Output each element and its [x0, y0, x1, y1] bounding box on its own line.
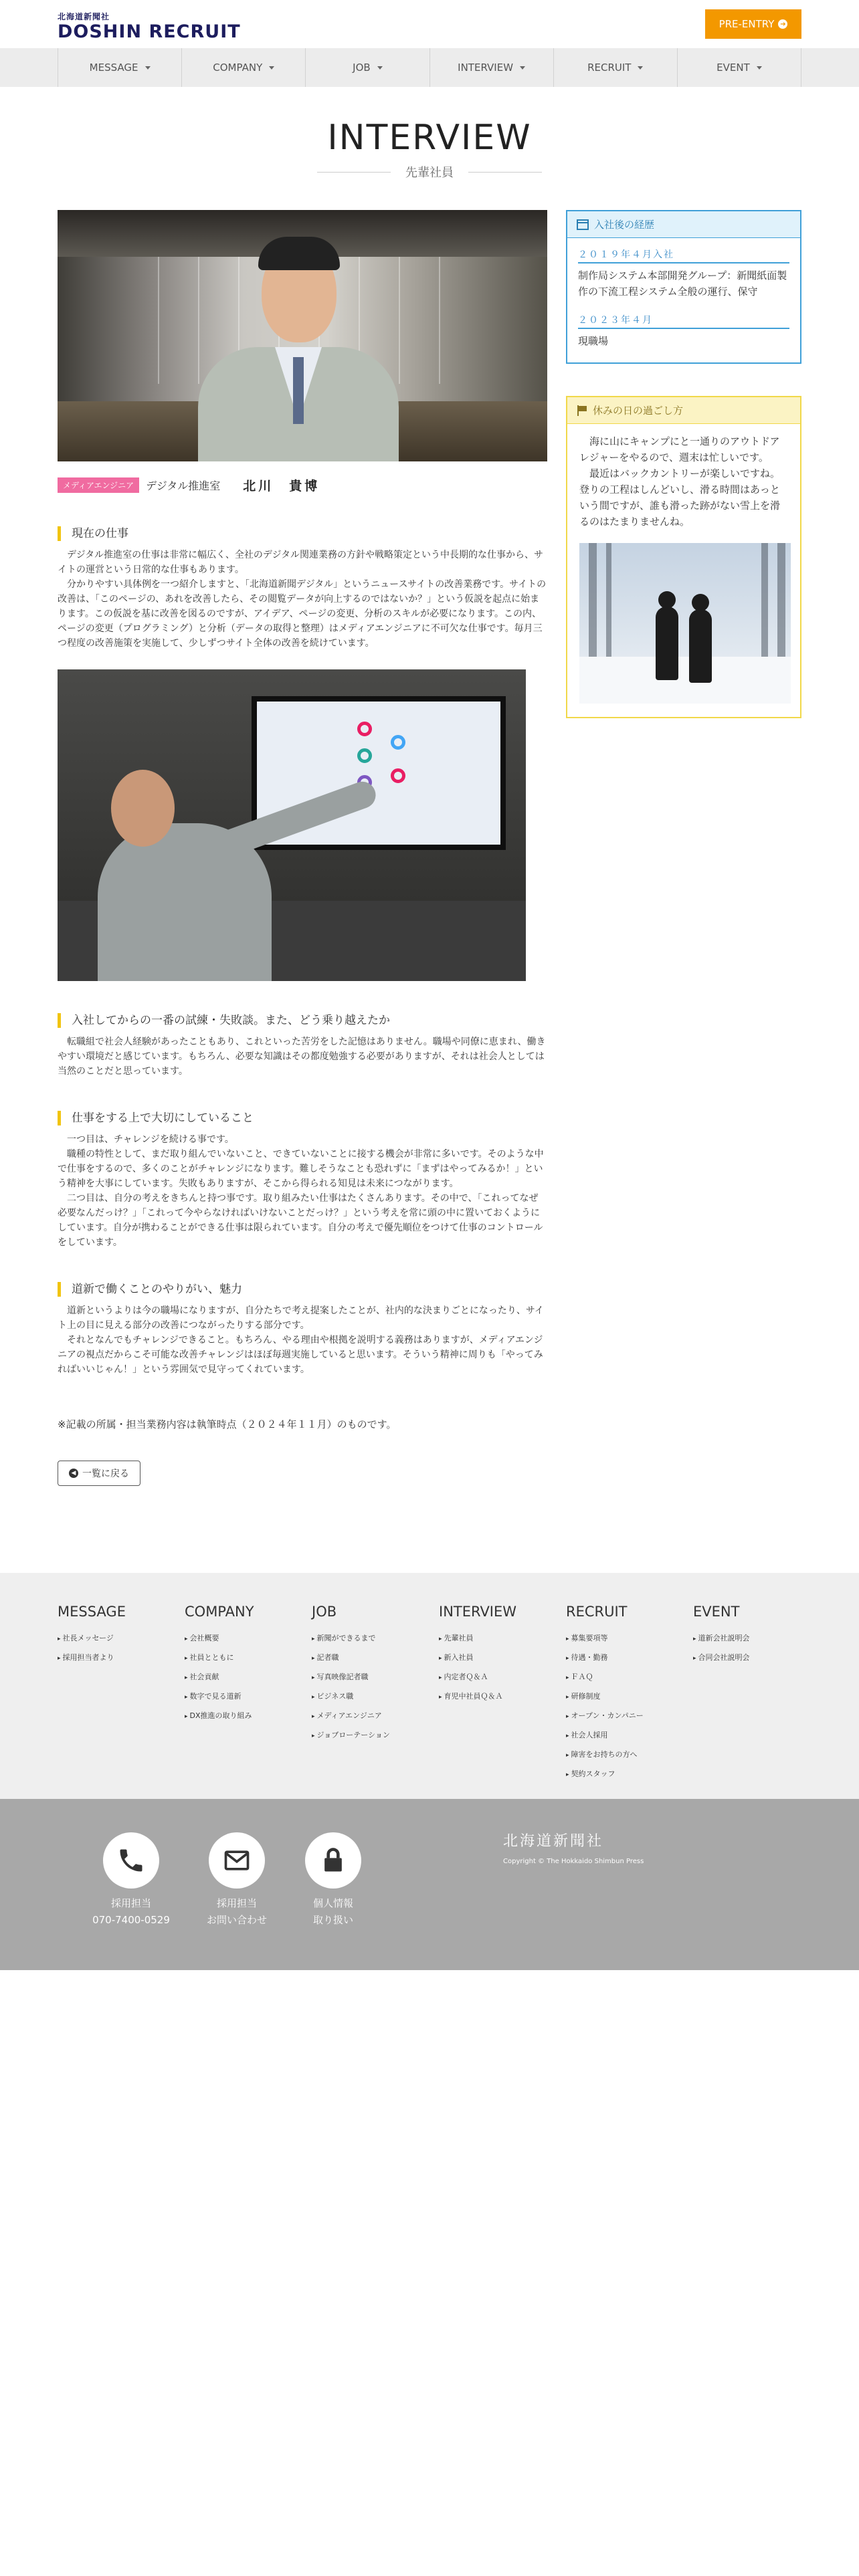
work-photo — [58, 669, 526, 981]
holiday-card — [566, 396, 801, 718]
contact-label: 採用担当 — [216, 1897, 257, 1909]
footer-col-title: COMPANY — [185, 1604, 254, 1620]
footer-col-job — [312, 1604, 432, 1745]
career-card — [566, 210, 801, 364]
phone-icon — [103, 1832, 159, 1889]
footer-contact-bar — [0, 1799, 859, 1970]
footer-col-company — [185, 1604, 305, 1726]
sidebar — [566, 210, 801, 718]
pre-entry-label: PRE-ENTRY — [719, 18, 775, 30]
footer-link[interactable]: ▸ 募集要項等 — [566, 1629, 686, 1648]
footer-link[interactable]: ▸ 社会貢献 — [185, 1668, 305, 1687]
divider — [317, 172, 391, 173]
footer-link[interactable]: ▸ 育児中社員Ｑ＆Ａ — [439, 1687, 559, 1707]
footer-col-title: JOB — [312, 1604, 337, 1620]
section-body: 道新というよりは今の職場になりますが、自分たちで考え提案したことが、社内的な決まりごとになったり、サイト上の目に見える部分の改善につながったりする部分です。 それとなんでもチャレンジできること。もちろん、やる理由や根拠を説明する義務はありますが、メディアエンジニアの視点だからこそ可能な改善チャレンジはほぼ毎週実施していると思います。そういう精神に周りも「やってみればいいじゃん！」という雰囲気で見守ってくれています。 — [58, 1305, 544, 1375]
footer-link[interactable]: ▸ 新聞ができるまで — [312, 1629, 432, 1648]
contact-detail: お問い合わせ — [206, 1914, 267, 1926]
career-desc: 制作局システム本部開発グループ：新聞紙面製作の下流工程システム全般の運行、保守 — [578, 270, 787, 298]
contact-inquiry[interactable] — [190, 1832, 284, 1929]
footer-col-message — [58, 1604, 178, 1668]
footer-col-event — [693, 1604, 814, 1668]
logo-subtitle: 北海道新聞社 — [58, 12, 110, 21]
footer-link[interactable]: ▸ 記者職 — [312, 1648, 432, 1668]
back-to-list-button[interactable] — [58, 1461, 140, 1486]
footer-col-title: EVENT — [693, 1604, 740, 1620]
nav-item-company[interactable] — [181, 48, 305, 87]
footer-link[interactable]: ▸ 会社概要 — [185, 1629, 305, 1648]
nav-label: INTERVIEW — [458, 62, 514, 74]
profile-row — [58, 476, 547, 494]
employee-name: 北川 貴博 — [243, 479, 320, 494]
calendar-icon — [577, 219, 589, 230]
footer-link[interactable]: ▸ 合同会社説明会 — [693, 1648, 814, 1668]
footer-link[interactable]: ▸ 新入社員 — [439, 1648, 559, 1668]
footer-link[interactable]: ▸ ＦＡＱ — [566, 1668, 686, 1687]
footer-link[interactable]: ▸ 社員とともに — [185, 1648, 305, 1668]
section-challenge — [58, 1013, 547, 1079]
arrow-left-icon: ◀ — [69, 1469, 78, 1478]
divider — [468, 172, 542, 173]
caret-down-icon — [377, 66, 383, 70]
department-name: デジタル推進室 — [146, 479, 221, 492]
nav-item-interview[interactable] — [430, 48, 553, 87]
footer-link[interactable]: ▸ 数字で見る道新 — [185, 1687, 305, 1707]
career-date: ２０１９年４月入社 — [578, 247, 789, 263]
logo-title: DOSHIN RECRUIT — [58, 21, 241, 42]
section-rewards — [58, 1282, 547, 1377]
section-body: 転職組で社会人経験があったこともあり、これといった苦労をした記憶はありません。職場や同僚に恵まれ、働きやすい環境だと感じています。もちろん、必要な知識はその都度勉強する必要がありますが、それは社会人としては当然のことだと思っています。 — [58, 1037, 546, 1077]
footer-link[interactable]: ▸ 契約スタッフ — [566, 1765, 686, 1784]
section-heading: 仕事をする上で大切にしていること — [58, 1111, 547, 1125]
footer-col-recruit — [566, 1604, 686, 1784]
pre-entry-button[interactable] — [705, 9, 801, 39]
footer-link[interactable]: ▸ メディアエンジニア — [312, 1707, 432, 1726]
nav-item-event[interactable] — [677, 48, 801, 87]
caret-down-icon — [520, 66, 525, 70]
page-title: INTERVIEW — [327, 118, 532, 158]
nav-label: JOB — [353, 62, 371, 74]
page-subtitle: 先輩社員 — [405, 166, 454, 180]
footer-col-title: INTERVIEW — [439, 1604, 517, 1620]
contact-privacy[interactable] — [286, 1832, 380, 1929]
footer-link[interactable]: ▸ 研修制度 — [566, 1687, 686, 1707]
contact-detail: 取り扱い — [312, 1914, 353, 1926]
portrait-photo — [58, 210, 547, 461]
footer-link[interactable]: ▸ 道新会社説明会 — [693, 1629, 814, 1648]
footer-col-interview — [439, 1604, 559, 1707]
section-heading: 入社してからの一番の試練・失敗談。また、どう乗り越えたか — [58, 1013, 547, 1028]
footer-col-title: RECRUIT — [566, 1604, 628, 1620]
backcountry-photo — [579, 543, 791, 704]
section-body: デジタル推進室の仕事は非常に幅広く、全社のデジタル関連業務の方針や戦略策定という中長期的な仕事から、サイトの運営という日常的な仕事もあります。 分かりやすい具体例を一つ紹介しますと、「北海道新聞デジタル」というニュースサイトの改善業務です。サイトの改善は、「このページの、あれを改善したら、その閲覧データが向上するのではないか？」という仮説を起点に始まります。この仮説を基に改善を図るのですが、アイデア、ページの変更、分析のスキルが必要になります。この内、ページの変更（プログラミング）と分析（データの取得と整理）はメディアエンジニアに不可欠な仕事です。毎月三つ程度の改善施策を実施して、少しずつサイト全体の改善を続けています。 — [58, 550, 547, 649]
career-title: 入社後の経歴 — [594, 219, 655, 231]
site-header — [0, 0, 859, 48]
career-date: ２０２３年４月 — [578, 313, 789, 329]
footer-link[interactable]: ▸ DX推進の取り組み — [185, 1707, 305, 1726]
career-desc: 現職場 — [578, 335, 609, 347]
interview-article — [58, 210, 547, 1486]
contact-label: 採用担当 — [110, 1897, 151, 1909]
footer-link[interactable]: ▸ 写真映像記者職 — [312, 1668, 432, 1687]
contact-label: 個人情報 — [312, 1897, 353, 1909]
section-body: 一つ目は、チャレンジを続ける事です。 職種の特性として、まだ取り組んでいないこと、できていないことに接する機会が非常に多いです。そのような中で仕事をするので、多くのことがチャレンジになります。難しそうなことも恐れずに「まずはやってみるか！」という精神を大事にしています。失敗もありますが、そこから得られる知見は未来につながります。 二つ目は、自分の考えをきちんと持つ事です。取り組みたい仕事はたくさんあります。その中で、「これってなぜ必要なんだっけ？」「これって今やらなければいけないことだっけ？」という考えを常に頭の中に置いておくようにしています。自分が携わることができる仕事は限られています。自分の考えで優先順位をつけて仕事のコントロールをしています。 — [58, 1134, 544, 1248]
holiday-card-header — [567, 397, 800, 424]
footer-col-title: MESSAGE — [58, 1604, 126, 1620]
caret-down-icon — [757, 66, 762, 70]
arrow-right-icon: ➔ — [778, 19, 787, 29]
holiday-title: 休みの日の過ごし方 — [593, 405, 684, 417]
flag-icon — [577, 405, 587, 416]
section-heading: 現在の仕事 — [58, 526, 547, 541]
global-nav — [0, 48, 859, 87]
footer-sitemap — [0, 1573, 859, 1799]
holiday-text: 海に山にキャンプにと一通りのアウトドアレジャーをやるので、週末は忙しいです。 最近はバックカントリーが楽しいですね。登りの工程はしんどいし、滑る時間はあっという間ですが、誰も滑った跡がない雪上を滑るのはたまりませんね。 — [579, 435, 781, 528]
nav-label: MESSAGE — [89, 62, 138, 74]
caret-down-icon — [145, 66, 151, 70]
section-heading: 道新で働くことのやりがい、魅力 — [58, 1282, 547, 1297]
section-current-work — [58, 526, 547, 651]
caret-down-icon — [638, 66, 643, 70]
caret-down-icon — [269, 66, 274, 70]
section-values — [58, 1111, 547, 1250]
footer-link[interactable]: ▸ 内定者Ｑ＆Ａ — [439, 1668, 559, 1687]
nav-label: EVENT — [717, 62, 750, 74]
nav-item-recruit[interactable] — [553, 48, 677, 87]
footer-link[interactable]: ▸ 先輩社員 — [439, 1629, 559, 1648]
job-type-badge: メディアエンジニア — [58, 477, 139, 493]
footer-link[interactable]: ▸ 待遇・勤務 — [566, 1648, 686, 1668]
footer-link[interactable]: ▸ 社会人採用 — [566, 1726, 686, 1745]
lock-icon — [305, 1832, 361, 1889]
footer-link[interactable]: ▸ ビジネス職 — [312, 1687, 432, 1707]
footer-link[interactable]: ▸ 社長メッセージ — [58, 1629, 178, 1648]
footer-link[interactable]: ▸ オープン・カンパニー — [566, 1707, 686, 1726]
contact-phone[interactable] — [84, 1832, 178, 1929]
mail-icon — [209, 1832, 265, 1889]
site-logo[interactable] — [58, 11, 241, 41]
back-label: 一覧に戻る — [82, 1469, 129, 1479]
footer-logo[interactable]: 北海道新聞社 — [503, 1833, 604, 1850]
footer-link[interactable]: ▸ 採用担当者より — [58, 1648, 178, 1668]
footer-link[interactable]: ▸ 障害をお持ちの方へ — [566, 1745, 686, 1765]
footer-link[interactable]: ▸ ジョブローテーション — [312, 1726, 432, 1745]
disclaimer-note: ※記載の所属・担当業務内容は執筆時点（２０２４年１１月）のものです。 — [58, 1418, 397, 1430]
nav-item-message[interactable] — [58, 48, 181, 87]
career-card-header — [567, 211, 800, 238]
nav-item-job[interactable] — [305, 48, 429, 87]
copyright: Copyright © The Hokkaido Shimbun Press — [503, 1858, 644, 1865]
nav-label: RECRUIT — [587, 62, 632, 74]
contact-detail: 070-7400-0529 — [92, 1914, 170, 1926]
nav-label: COMPANY — [213, 62, 263, 74]
page-title-block — [0, 118, 859, 181]
